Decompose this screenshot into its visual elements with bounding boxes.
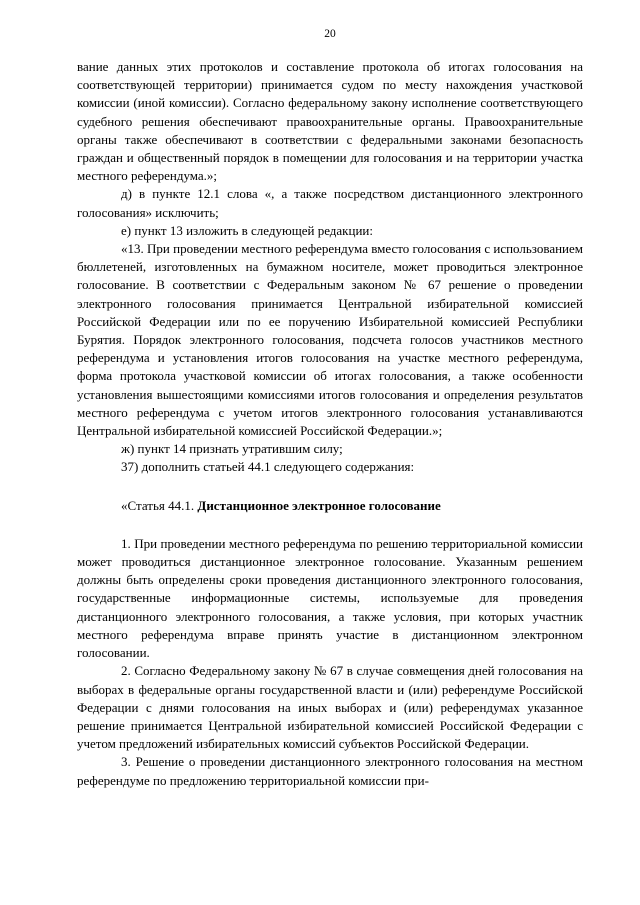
paragraph-item-37: 37) дополнить статьей 44.1 следующего содержания: [121,459,415,475]
paragraph-item-e: е) пункт 13 изложить в следующей редакции: [121,222,373,238]
paragraph-item-zh: ж) пункт 14 признать утратившим силу; [121,441,343,457]
article-heading [77,497,583,515]
article-paragraph-2: 2. Согласно Федеральному закону № 67 в случае совмещения дней голосования на выборах в федеральные органы государственной власти и (или) референдуме Российской Федерации с днями голосования на иных выборах и (или) референдумах указанное решение принимается Центральной избирательной комиссией Российской Федерации с учетом предложений избирательных комиссий субъектов Российской Федерации. [77,663,583,752]
paragraph-continuation: вание данных этих протоколов и составление протокола об итогах голосования на соответствующей территории) принимается судом по месту нахождения участковой комиссии (иной комиссии). Согласно федеральному закону исполнение соответствующего судебного решения обеспечивают правоохранительные органы. Правоохранительные органы также обеспечивают в соответствии с федеральными законами безопасность граждан и общественный порядок в помещении для голосования и на территории участка местного референдума.»; [77,59,583,184]
paragraph-clause-13: «13. При проведении местного референдума вместо голосования с использованием бюллетеней, изготовленных на бумажном носителе, может проводиться электронное голосование. В соответствии с Федеральным законом № 67 решение о проведении электронного голосования принимается Центральной избирательной комиссией Российской Федерации или по ее поручению Избирательной комиссией Республики Бурятия. Порядок электронного голосования, подсчета голосов участников местного референдума и установления итогов голосования на участке местного референдума, форма протокола участковой комиссии об итогах голосования, а также особенности установления вышестоящими комиссиями итогов голосования и определения результатов местного референдума с учетом итогов электронного голосования устанавливаются Центральной избирательной комиссией Российской Федерации.»; [77,241,583,439]
paragraph-item-d: д) в пункте 12.1 слова «, а также посредством дистанционного электронного голосования» исключить; [77,186,583,220]
article-paragraph-1: 1. При проведении местного референдума по решению территориальной комиссии может проводиться дистанционное электронное голосование. Указанным решением должны быть определены сроки проведения дистанционного электронного голосования, государственные информационные системы, используемые для проведения дистанционного электронного голосования, а также условия, при которых участник местного референдума вправе принять участие в дистанционном электронном голосовании. [77,535,583,661]
article-heading-title: Дистанционное электронное голосование [197,497,441,513]
article-paragraph-3: 3. Решение о проведении дистанционного электронного голосования на местном референдуме по предложению территориальной комиссии при- [77,754,583,788]
article-heading-prefix: «Статья 44.1. [121,497,198,513]
page-number: 20 [324,28,336,40]
document-body [77,58,583,790]
